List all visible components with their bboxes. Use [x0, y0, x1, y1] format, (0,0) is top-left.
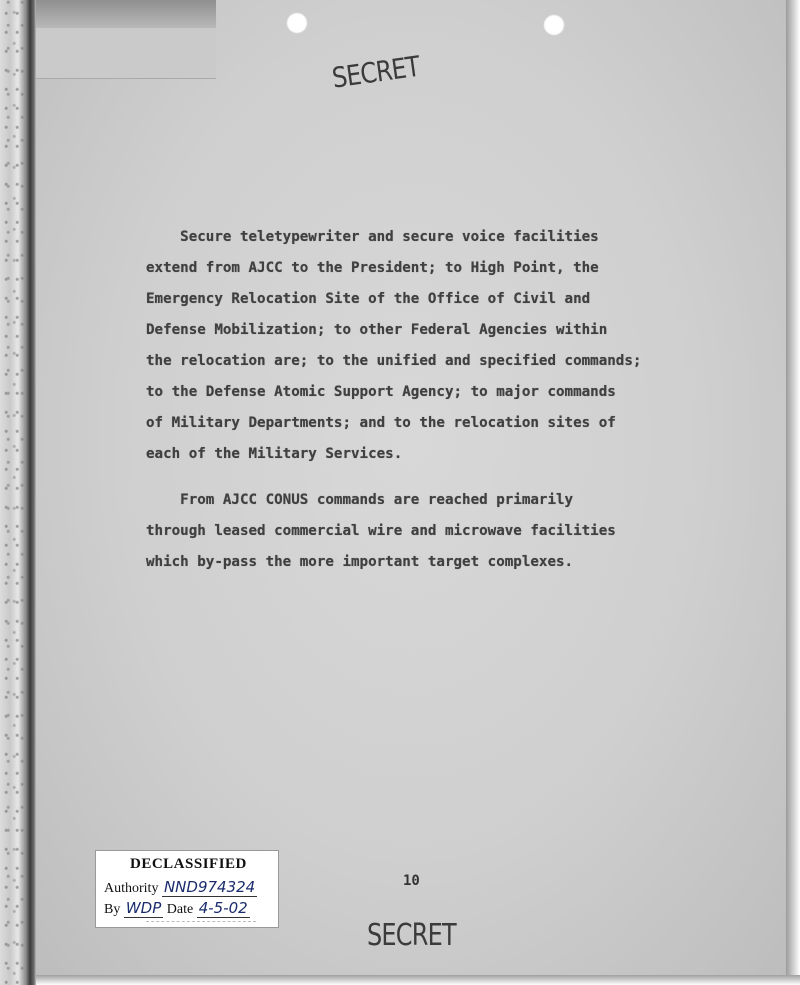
body-line: Emergency Relocation Site of the Office of Civil and — [146, 291, 591, 307]
paragraph-gap — [146, 470, 706, 485]
punch-hole-left — [286, 12, 308, 34]
authority-row — [104, 878, 257, 897]
page-number: 10 — [403, 873, 420, 889]
by-date-row — [104, 899, 250, 918]
secret-stamp-bottom: SECRET — [367, 918, 456, 953]
body-line: each of the Military Services. — [146, 446, 403, 462]
sheet-top-band — [36, 28, 216, 79]
punch-hole-right — [543, 14, 565, 36]
document-body — [146, 222, 706, 578]
paragraph-2 — [146, 485, 706, 578]
declassified-title: DECLASSIFIED — [130, 856, 247, 872]
paragraph-1 — [146, 222, 706, 470]
right-scan-edge — [786, 0, 800, 985]
body-line: Secure teletypewriter and secure voice facilities — [146, 229, 599, 245]
by-value: WDP — [125, 899, 162, 917]
body-line: Defense Mobilization; to other Federal Agencies within — [146, 322, 608, 338]
by-label: By — [104, 902, 121, 917]
secret-stamp-top: SECRET — [330, 49, 422, 95]
bottom-scan-edge — [36, 975, 800, 985]
sheet-top-shadow — [36, 0, 216, 28]
date-value: 4-5-02 — [198, 899, 248, 917]
body-line: From AJCC CONUS commands are reached primarily — [146, 492, 574, 508]
declassified-stamp — [95, 850, 279, 928]
authority-label: Authority — [104, 881, 159, 896]
body-line: to the Defense Atomic Support Agency; to major commands — [146, 384, 616, 400]
body-line: extend from AJCC to the President; to High Point, the — [146, 260, 599, 276]
date-label: Date — [166, 902, 194, 917]
body-line: of Military Departments; and to the relocation sites of — [146, 415, 616, 431]
body-line: which by-pass the more important target complexes. — [146, 554, 574, 570]
authority-value: NND974324 — [163, 878, 256, 896]
stamp-rule — [146, 921, 256, 922]
body-line: through leased commercial wire and microwave facilities — [146, 523, 616, 539]
body-line: the relocation are; to the unified and specified commands; — [146, 353, 642, 369]
scan-speckle — [4, 0, 24, 985]
